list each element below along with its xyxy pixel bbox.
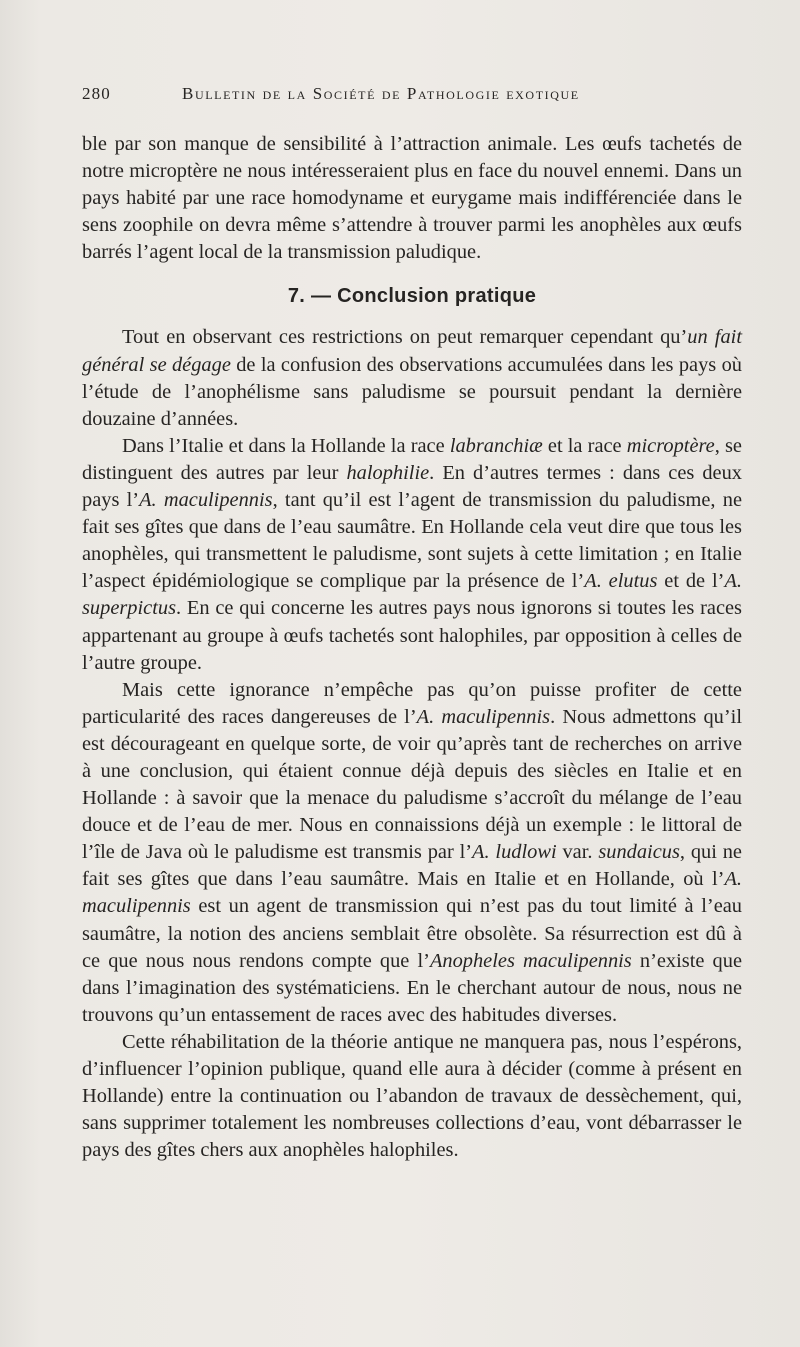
text-run: Dans l’Italie et dans la Hollande la race	[122, 434, 450, 457]
article-body	[82, 131, 742, 1164]
text-run: . En ce qui concerne les autres pays nous ignorons si toutes les races appartenant au groupe à œufs tachetés sont halophiles, par opposition à celles de l’autre groupe.	[82, 597, 742, 674]
species-name: A. maculipennis	[416, 705, 551, 728]
paragraph-continued: ble par son manque de sensibilité à l’attraction animale. Les œufs tachetés de notre microptère ne nous intéresseraient plus en face du nouvel ennemi. Dans un pays habité par une race homodyname et eurygame mais indifférenciée dans le sens zoophile on devra même s’attendre à trouver parmi les anophèles aux œufs barrés l’agent local de la transmission paludique.	[82, 133, 742, 264]
text-run: n’existe que dans l’imagination des systématiciens. En le cherchant autour de nous, nous ne trouvons qu’un entassement de races avec des habitudes diverses.	[82, 949, 742, 1026]
page-number: 280	[82, 84, 111, 103]
text-run: Mais cette ignorance n’empêche pas qu’on puisse profiter de cette particularité des races dangereuses de l’	[82, 678, 742, 728]
species-name: A. maculipennis	[139, 489, 273, 512]
species-name: A. maculipennis	[82, 868, 742, 918]
running-title: Bulletin de la Société de Pathologie exotique	[182, 84, 580, 103]
paragraph-ignorance	[82, 677, 742, 1029]
text-run: et de l’	[657, 570, 725, 593]
section-heading: 7. — Conclusion pratique	[287, 285, 537, 308]
species-name: sundaicus	[598, 841, 680, 864]
text-run: , qui ne fait ses gîtes que dans l’eau saumâtre. Mais en Italie et en Hollande, où l’	[82, 841, 742, 891]
text-run: de la confusion des observations accumulées dans les pays où l’étude de l’anophélisme sans paludisme se poursuit pendant la dernière douzaine d’années.	[82, 353, 742, 430]
text-run: . Nous admettons qu’il est décourageant en quelque sorte, de voir qu’après tant de recherches on arrive à une conclusion, qui étaient connue déjà depuis des siècles en Italie et en Hollande : à savoir que la menace du paludisme s’accroît du mélange de l’eau douce et de l’eau de mer. Nous en connaissions déjà un exemple : le littoral de l’île de Java où le paludisme est transmis par l’	[82, 705, 742, 864]
text-run: , tant qu’il est l’agent de transmission du paludisme, ne fait ses gîtes que dans de l’eau saumâtre. En Hollande cela veut dire que tous les anophèles, qui transmettent le paludisme, sont sujets à cette limitation ; en Italie l’aspect épidémiologique se complique par la présence de l’	[82, 489, 742, 593]
species-name: A. elutus	[584, 570, 658, 593]
emphasis-text: halophilie	[346, 461, 430, 484]
paragraph-italy-holland	[82, 433, 742, 677]
species-name: labranchiæ	[449, 434, 543, 457]
paragraph-conclusion-intro	[82, 324, 742, 432]
text-run: . En d’autres termes : dans ces deux pays l’	[82, 461, 742, 512]
running-header	[82, 84, 742, 104]
species-name: A. superpictus	[82, 570, 742, 620]
species-name: A. ludlowi	[472, 841, 557, 864]
text-run: var.	[556, 841, 599, 864]
text-run: est un agent de transmission qui n’est pas du tout limité à l’eau saumâtre, la notion des anciens semblait être obsolète. Sa résurrection est dû à ce que nous nous rendons compte que l’	[82, 895, 742, 972]
emphasis-text: un fait général se dégage	[82, 326, 742, 376]
text-run: et la race	[542, 434, 627, 457]
species-name: microptère	[626, 434, 715, 457]
text-run: , se distinguent des autres par leur	[82, 434, 742, 484]
paragraph-rehabilitation: Cette réhabilitation de la théorie antique ne manquera pas, nous l’espérons, d’influencer l’opinion publique, quand elle aura à décider (comme à présent en Hollande) entre la continuation ou l’abandon de travaux de dessèchement, qui, sans supprimer totalement les nombreuses collections d’eau, vont débarrasser le pays des gîtes chers aux anophèles halophiles.	[82, 1030, 742, 1162]
text-run: Tout en observant ces restrictions on peut remarquer cependant qu’	[122, 326, 688, 349]
species-name: Anopheles maculipennis	[429, 949, 632, 972]
